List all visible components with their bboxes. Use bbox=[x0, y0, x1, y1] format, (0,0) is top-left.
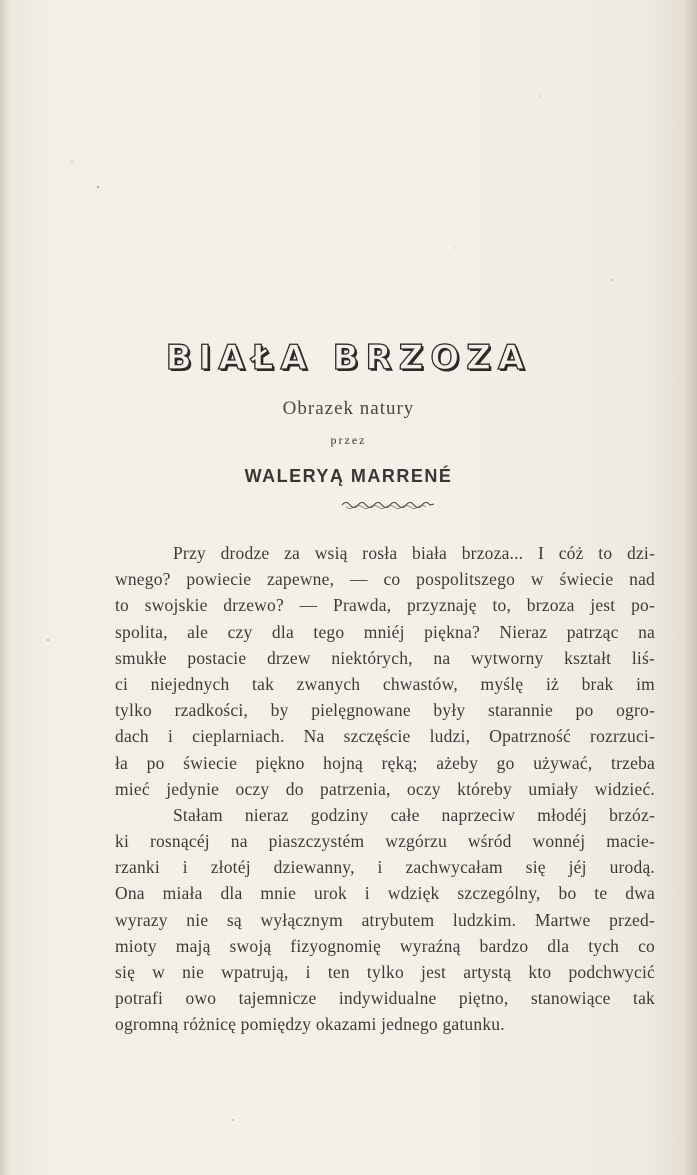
body-text bbox=[115, 540, 655, 1038]
text-line: wyrazy nie są wyłącznym atrybutem ludzkim. Martwe przed- bbox=[115, 909, 655, 930]
text-line: ogromną różnicę pomiędzy okazami jednego gatunku. bbox=[115, 1014, 505, 1035]
text-line: spolita, ale czy dla tego mniéj piękna? Nieraz patrząc na bbox=[115, 621, 655, 642]
text-line: wnego? powiecie zapewne, — co pospolitszego w świecie nad bbox=[115, 569, 655, 590]
decorative-flourish-icon bbox=[340, 498, 436, 512]
text-line: mieć jedynie oczy do patrzenia, oczy któreby umiały widzieć. bbox=[115, 778, 655, 799]
text-line: się w nie wpatrują, i ten tylko jest artystą kto podchwycić bbox=[115, 962, 655, 982]
byline-preposition: przez bbox=[330, 433, 367, 447]
text-line: ki rosnącéj na piaszczystém wzgórzu wśród wonnéj macie- bbox=[115, 831, 655, 852]
chapter-subtitle: Obrazek natury bbox=[282, 398, 415, 419]
text-line: tylko rzadkości, by pielęgnowane były starannie po ogro- bbox=[115, 700, 655, 721]
text-line: ci niejednych tak zwanych chwastów, myślę iż brak im bbox=[115, 673, 655, 694]
text-line: ła po świecie piękno hojną ręką; ażeby go używać, trzeba bbox=[115, 752, 655, 773]
text-line: potrafi owo tajemnicze indywidualne piętno, stanowiące tak bbox=[115, 988, 655, 1009]
text-line: Stałam nieraz godziny całe naprzeciw młodéj brzóz- bbox=[173, 804, 655, 825]
text-line: Ona miała dla mnie urok i wdzięk szczególny, bo te dwa bbox=[115, 883, 655, 904]
text-line: to swojskie drzewo? — Prawda, przyznaję to, brzoza jest po- bbox=[115, 595, 655, 616]
page-gutter-shadow bbox=[0, 0, 10, 1175]
page-edge-shadow bbox=[683, 0, 697, 1175]
text-line: Przy drodze za wsią rosła biała brzoza... I cóż to dzi- bbox=[173, 543, 655, 563]
text-line: dach i cieplarniach. Na szczęście ludzi, Opatrzność rozrzuci- bbox=[115, 726, 655, 747]
author-name: WALERYĄ MARRENÉ bbox=[244, 466, 453, 486]
text-line: mioty mają swoją fizyognomię wyraźną bardzo dla tych co bbox=[115, 935, 655, 956]
chapter-title: BIAŁA BRZOZA bbox=[165, 338, 532, 378]
text-line: rzanki i złotéj dziewanny, i zachwycałam się jéj urodą. bbox=[115, 857, 655, 878]
text-line: smukłe postacie drzew niektórych, na wytworny kształt liś- bbox=[115, 647, 655, 668]
